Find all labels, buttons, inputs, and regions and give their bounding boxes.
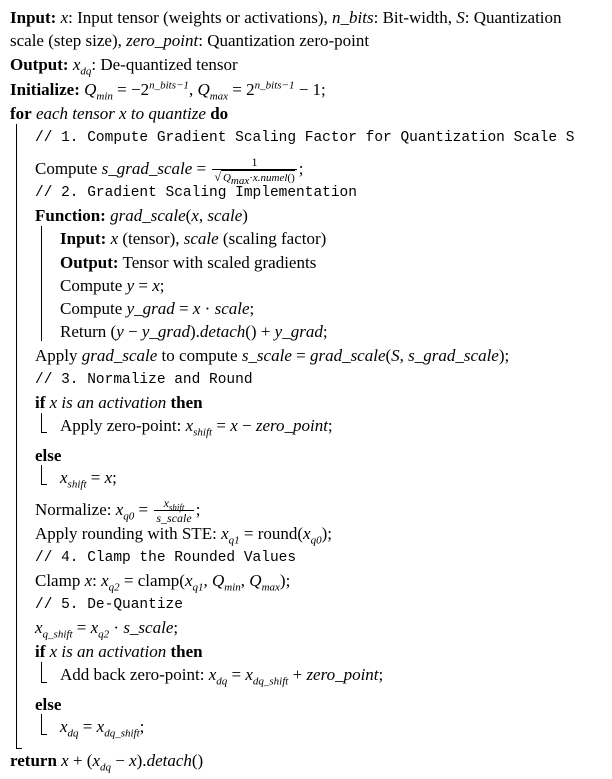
comment-5: // 5. De-Quantize xyxy=(35,597,183,613)
for-line: for each tensor x to quantize do xyxy=(10,104,229,123)
else-1: else xyxy=(35,446,62,465)
if1-rule xyxy=(41,413,42,433)
comment-2: // 2. Gradient Scaling Implementation xyxy=(35,185,357,201)
dequant-line: $x_{q\_shift} = x_{q2}$ · s_scale; xyxy=(35,618,179,641)
else2-body: $x_{dq} = x_{dq\_shift}$; xyxy=(60,717,145,740)
for-block-tick xyxy=(16,748,22,749)
function-line-2: Compute y_grad = x · scale; xyxy=(60,299,255,318)
if2-tick xyxy=(41,682,47,683)
return-line: return $x + (x_{dq}$ − x).detach() xyxy=(10,751,204,774)
if1-body: Apply zero-point: $x_{shift} = x$ − zero_point; xyxy=(60,416,333,439)
comment-1: // 1. Compute Gradient Scaling Factor for Quantization Scale S xyxy=(35,130,575,146)
else1-body: $x_{shift} = x$; xyxy=(60,468,117,491)
rounding-line: Apply rounding with STE: $x_{q1}$ = $round(x_{q0})$; xyxy=(35,524,332,547)
initialize-line: Initialize: $Q_{min} = -2^{n\_bits-1}$, $Q_{max} = 2^{n\_bits-1} - 1$; xyxy=(10,79,326,103)
if2-body: Add back zero-point: $x_{dq} = x_{dq\_shift}$ + zero_point; xyxy=(60,665,384,688)
normalize-line: Normalize: $x_{q0}$ = $\frac{x_{shift}}{\text{s\_scale}}$ ; xyxy=(35,496,201,526)
function-line-3: Return (y − y_grad).detach() + y_grad; xyxy=(60,322,328,341)
function-line-1: Compute y = x; xyxy=(60,276,165,295)
function-block-rule xyxy=(41,226,42,341)
else2-rule xyxy=(41,714,42,735)
if1-tick xyxy=(41,432,47,433)
else2-tick xyxy=(41,734,47,735)
else1-tick xyxy=(41,484,47,485)
comment-4: // 4. Clamp the Rounded Values xyxy=(35,550,297,566)
else-2: else xyxy=(35,695,62,714)
for-block-rule xyxy=(16,124,17,749)
compute-grad-scale: Compute s_grad_scale = $\frac{1}{√ Q_{max}\cdot x.numel()}$ ; xyxy=(35,154,304,187)
input-label: Input: xyxy=(10,8,57,27)
comment-3: // 3. Normalize and Round xyxy=(35,372,253,388)
else1-rule xyxy=(41,465,42,485)
input-line-1: Input: x: Input tensor (weights or activations), n_bits: Bit-width, S: Quantization xyxy=(10,8,562,27)
function-line: Function: grad_scale(x, scale) xyxy=(35,206,248,225)
if-activation-2: if x is an activation then xyxy=(35,642,203,661)
function-output: Output: Tensor with scaled gradients xyxy=(60,253,317,272)
output-line: Output: $x_{dq}$: De-quantized tensor xyxy=(10,55,238,78)
function-input: Input: x (tensor), scale (scaling factor) xyxy=(60,229,327,248)
if2-rule xyxy=(41,662,42,683)
apply-grad-scale: Apply grad_scale to compute s_scale = grad_scale(S, s_grad_scale); xyxy=(35,346,510,365)
input-line-2: scale (step size), zero_point: Quantization zero-point xyxy=(10,31,370,50)
if-activation-1: if x is an activation then xyxy=(35,393,203,412)
clamp-line: Clamp x: $x_{q2}$ = $clamp(x_{q1}$, $Q_{min}$, $Q_{max}$); xyxy=(35,571,291,594)
